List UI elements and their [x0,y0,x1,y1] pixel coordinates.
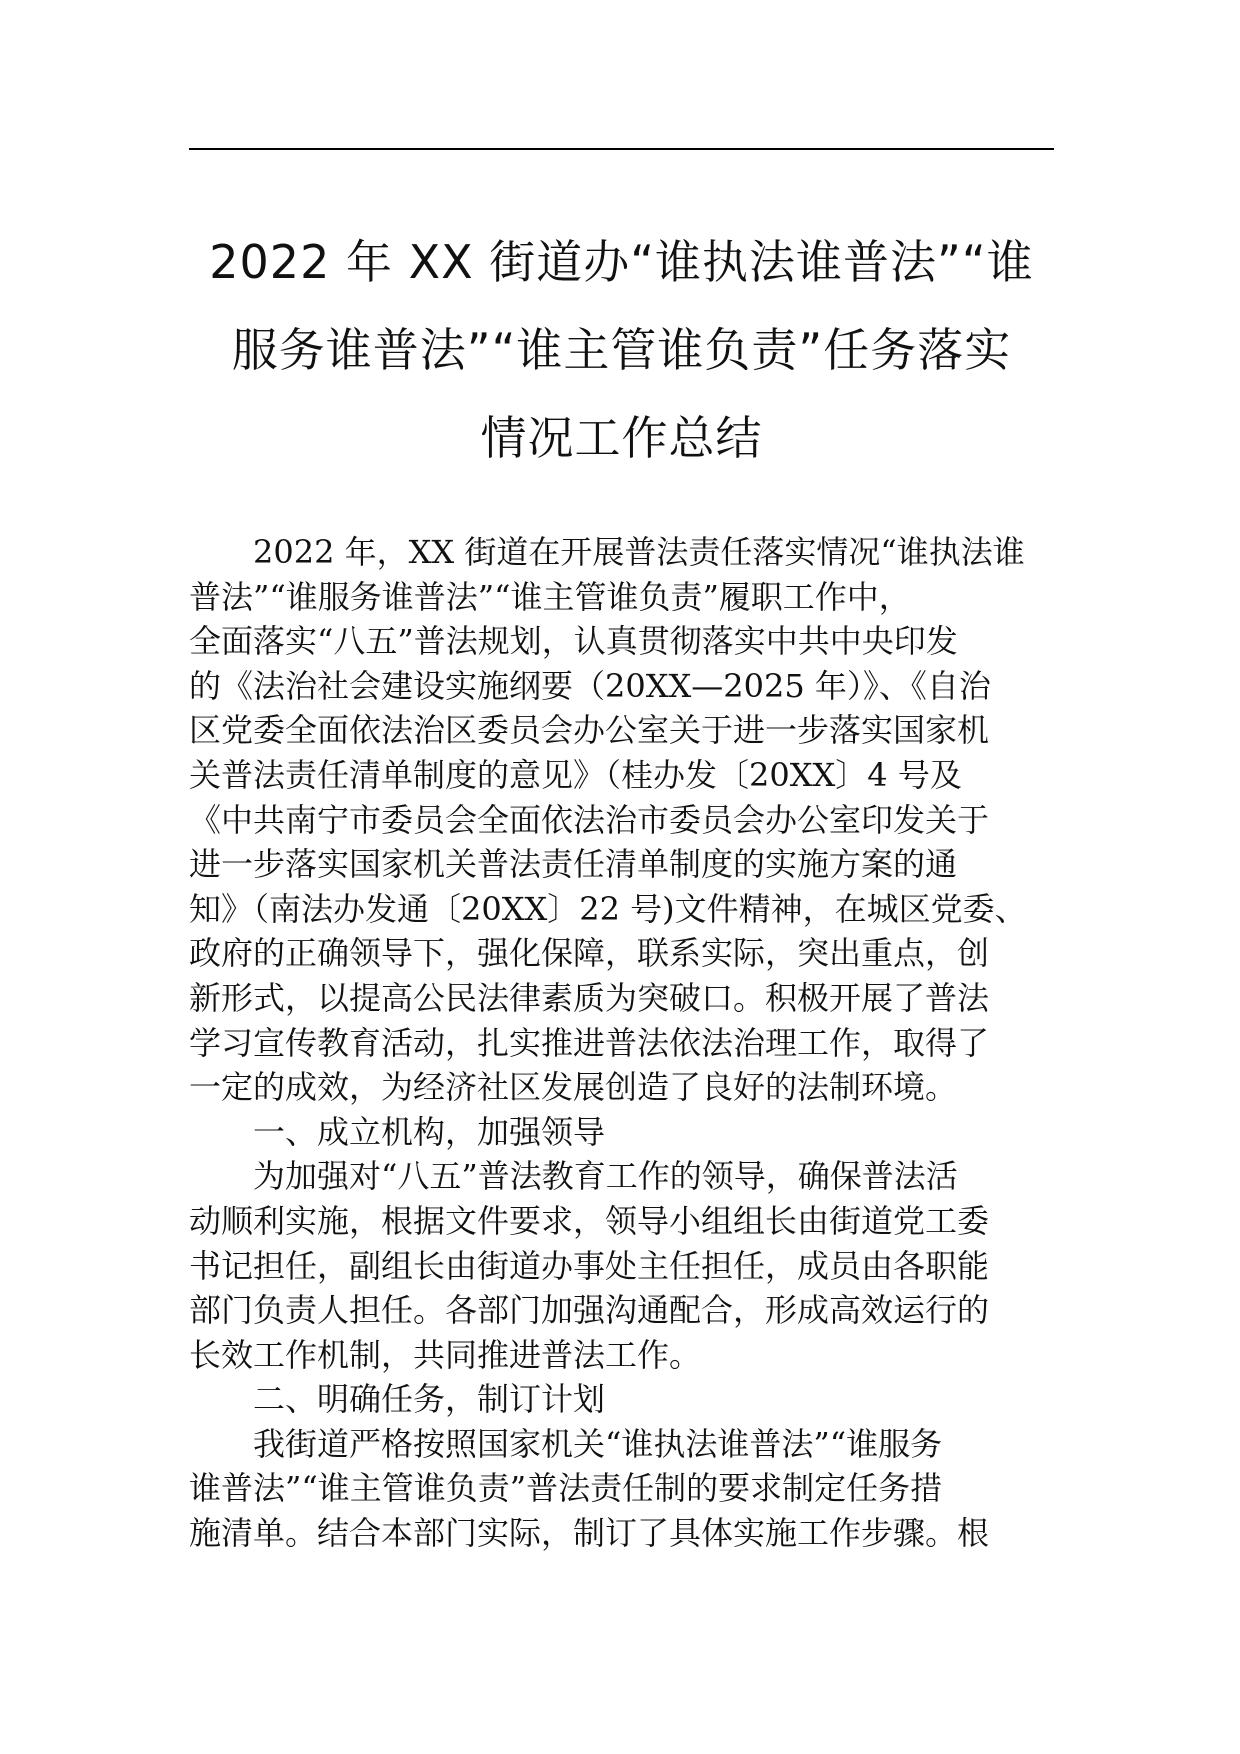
paragraph-line: 动顺利实施，根据文件要求，领导小组组长由街道党工委 [189,1201,990,1240]
paragraph-line: 政府的正确领导下，强化保障，联系实际，突出重点，创 [189,934,990,973]
section-heading: 二、明确任务，制订计划 [253,1380,606,1419]
section-heading: 一、成立机构，加强领导 [253,1112,606,1151]
title-line: 服务谁普法”“谁主管谁负责”任务落实 [231,323,1012,377]
paragraph-line: 普法”“谁服务谁普法”“谁主管谁负责”履职工作中， [189,577,911,616]
paragraph-line: 的《法治社会建设实施纲要（20XX—2025 年）》、《自治 [189,666,991,705]
paragraph-line: 关普法责任清单制度的意见》（桂办发〔20XX〕4 号及 [189,755,962,794]
paragraph-line: 知》（南法办发通〔20XX〕22 号)文件精神，在城区党委、 [189,889,1027,928]
paragraph-line: 区党委全面依法治区委员会办公室关于进一步落实国家机 [189,711,990,750]
paragraph-line: 《中共南宁市委员会全面依法治市委员会办公室印发关于 [189,800,990,839]
title-line: 情况工作总结 [480,411,763,465]
paragraph-line: 我街道严格按照国家机关“谁执法谁普法”“谁服务 [253,1424,943,1463]
paragraph-line: 2022 年，XX 街道在开展普法责任落实情况“谁执法谁 [253,533,1025,571]
paragraph-line: 为加强对“八五”普法教育工作的领导，确保普法活 [253,1157,958,1196]
document-title [189,218,1054,482]
paragraph-line: 全面落实“八五”普法规划，认真贯彻落实中共中央印发 [189,622,958,661]
paragraph-line: 书记担任，副组长由街道办事处主任担任，成员由各职能 [189,1246,990,1285]
paragraph-line: 施清单。结合本部门实际，制订了具体实施工作步骤。根 [189,1514,990,1553]
paragraph-line: 一定的成效，为经济社区发展创造了良好的法制环境。 [189,1068,958,1107]
title-line: 2022 年 XX 街道办“谁执法谁普法”“谁 [209,235,1034,289]
paragraph-line: 部门负责人担任。各部门加强沟通配合，形成高效运行的 [189,1291,990,1330]
paragraph-line: 学习宣传教育活动，扎实推进普法依法治理工作，取得了 [189,1023,990,1062]
document-body [189,530,1054,1556]
paragraph-line: 谁普法”“谁主管谁负责”普法责任制的要求制定任务措 [189,1469,943,1508]
header-rule [189,148,1054,150]
paragraph-line: 进一步落实国家机关普法责任清单制度的实施方案的通 [189,845,958,884]
paragraph-line: 长效工作机制，共同推进普法工作。 [189,1335,702,1374]
paragraph-line: 新形式，以提高公民法律素质为突破口。积极开展了普法 [189,978,990,1017]
